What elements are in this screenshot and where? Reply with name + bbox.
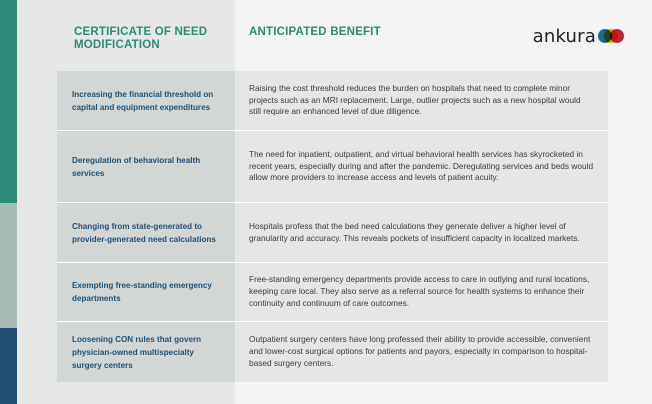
table-row	[57, 130, 608, 202]
table-row	[57, 321, 608, 382]
modification-cell: Deregulation of behavioral health services	[57, 131, 235, 202]
side-accent-grey	[0, 203, 17, 328]
modification-cell: Exempting free-standing emergency departments	[57, 263, 235, 321]
benefit-cell: The need for inpatient, outpatient, and virtual behavioral health services has skyrocketed in recent years, especially during and after the pandemic. Deregulating services and beds would allow more providers to increase access and levels of patient acuity.	[235, 131, 608, 202]
logo-text: ankura	[532, 26, 596, 47]
modification-cell: Changing from state-generated to provider-generated need calculations	[57, 203, 235, 262]
side-accent-teal	[0, 0, 17, 203]
ankura-logo	[533, 26, 624, 47]
con-modifications-table	[57, 71, 608, 382]
modification-cell: Increasing the financial threshold on capital and equipment expenditures	[57, 71, 235, 130]
table-row	[57, 202, 608, 262]
column-header-benefit: ANTICIPATED BENEFIT	[249, 26, 381, 38]
benefit-cell: Outpatient surgery centers have long professed their ability to provide accessible, convenient and lower-cost surgical options for patients and payors, especially in comparison to hospital-based surgery centers.	[235, 322, 608, 382]
logo-circles-icon	[598, 29, 624, 45]
column-header-modification: CERTIFICATE OF NEED MODIFICATION	[74, 26, 208, 51]
benefit-cell: Raising the cost threshold reduces the burden on hospitals that need to complete minor projects such as an MRI replacement. Large, outlier projects such as a new hospital would still require an enhanced level of due diligence.	[235, 71, 608, 130]
table-row	[57, 71, 608, 130]
table-row	[57, 262, 608, 321]
benefit-cell: Hospitals profess that the bed need calculations they generate deliver a higher level of granularity and accuracy. This reveals pockets of insufficient capacity in localized markets.	[235, 203, 608, 262]
benefit-cell: Free-standing emergency departments provide access to care in outlying and rural locations, keeping care local. They also serve as a referral source for health systems to enhance their continuity and continuum of care outcomes.	[235, 263, 608, 321]
side-accent-navy	[0, 328, 17, 404]
modification-cell: Loosening CON rules that govern physician-owned multispecialty surgery centers	[57, 322, 235, 382]
